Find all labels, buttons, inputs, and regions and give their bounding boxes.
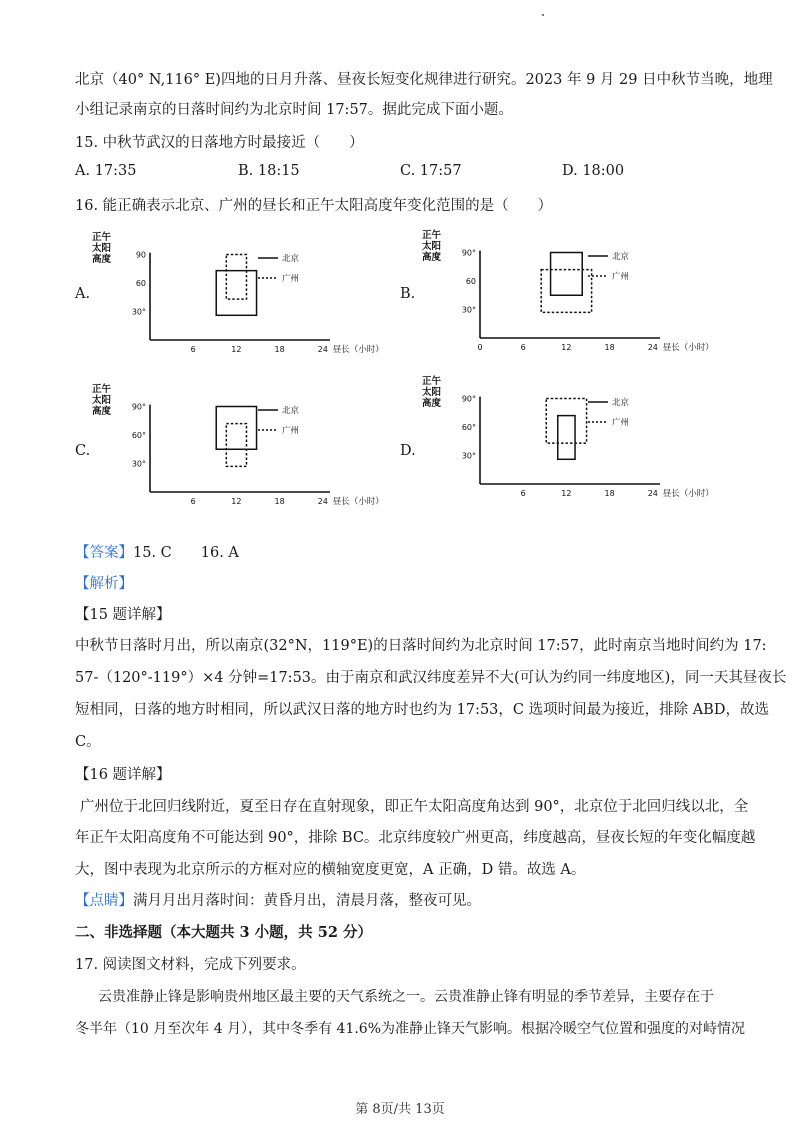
legend-label: 广州 bbox=[282, 426, 300, 436]
y-axis-label-line: 高度 bbox=[92, 254, 112, 265]
y-axis-label-line: 高度 bbox=[422, 398, 442, 409]
y-axis-label-line: 太阳 bbox=[422, 387, 442, 398]
x-tick-label: 6 bbox=[190, 345, 196, 354]
intro-line-1: 北京（40° N,116° E)四地的日月升落、昼夜长短变化规律进行研究。2023 年 9 月 29 日中秋节当晚，地理 bbox=[75, 72, 773, 88]
chart-option-c bbox=[90, 380, 384, 520]
section-2-heading: 二、非选择题（本大题共 3 小题，共 52 分） bbox=[75, 924, 372, 941]
x-tick-label: 12 bbox=[231, 345, 242, 354]
x-tick-label: 18 bbox=[604, 343, 615, 352]
x-tick-label: 18 bbox=[604, 489, 615, 498]
d16-title: 【16 题详解】 bbox=[75, 767, 171, 783]
q17-para-line-1: 云贵准静止锋是影响贵州地区最主要的天气系统之一。云贵准静止锋有明显的季节差异，主要存在于 bbox=[98, 989, 714, 1005]
x-tick-label: 18 bbox=[274, 345, 285, 354]
x-tick-label: 12 bbox=[561, 489, 572, 498]
chart-option-b bbox=[420, 226, 714, 366]
x-tick-label: 24 bbox=[317, 497, 328, 506]
q17-para-line-2: 冬半年（10 月至次年 4 月），其中冬季有 41.6%为准静止锋天气影响。根据冷暖空气位置和强度的对峙情况 bbox=[75, 1021, 745, 1037]
scan-dot bbox=[542, 14, 544, 16]
y-axis-label-line: 正午 bbox=[92, 384, 112, 395]
x-tick-label: 24 bbox=[317, 345, 328, 354]
guangzhou-range-box bbox=[226, 255, 246, 300]
guangzhou-range-box bbox=[226, 424, 246, 467]
y-tick-label: 60 bbox=[135, 279, 146, 288]
x-tick-label: 12 bbox=[561, 343, 572, 352]
x-tick-label: 24 bbox=[647, 343, 658, 352]
q15-option-c[interactable]: C. 17:57 bbox=[400, 163, 462, 179]
y-axis-label-line: 高度 bbox=[422, 252, 442, 263]
y-axis-label-line: 太阳 bbox=[92, 243, 112, 254]
y-tick-label: 60° bbox=[461, 423, 476, 432]
q16-option-b-letter[interactable]: B. bbox=[400, 286, 416, 302]
y-axis-label-line: 正午 bbox=[422, 376, 442, 387]
tip-text: 满月月出月落时间：黄昏月出，清晨月落，整夜可见。 bbox=[133, 893, 481, 909]
guangzhou-range-box bbox=[546, 399, 586, 444]
d15-line-3: 短相同，日落的地方时相同，所以武汉日落的地方时也约为 17:53，C 选项时间最为接近，排除 ABD，故选 bbox=[75, 702, 769, 718]
x-axis-label: 昼长（小时） bbox=[662, 343, 714, 353]
answer-tag: 【答案】 bbox=[75, 545, 133, 561]
d15-line-4: C。 bbox=[75, 734, 101, 750]
y-axis-label-line: 太阳 bbox=[92, 395, 112, 406]
y-tick-label: 30° bbox=[461, 451, 476, 461]
d15-line-1: 中秋节日落时月出，所以南京(32°N，119°E)的日落时间约为北京时间 17:57，此时南京当地时间约为 17: bbox=[75, 638, 767, 654]
x-tick-label: 12 bbox=[231, 497, 242, 506]
y-tick-label: 90° bbox=[461, 248, 476, 258]
tip-line bbox=[75, 889, 481, 910]
answer-line bbox=[75, 541, 239, 562]
q15-stem: 15. 中秋节武汉的日落地方时最接近（ ） bbox=[75, 135, 364, 151]
y-tick-label: 90 bbox=[135, 250, 146, 260]
d16-line-2: 年正午太阳高度角不可能达到 90°，排除 BC。北京纬度较广州更高，纬度越高，昼夜长短的年变化幅度越 bbox=[75, 830, 756, 846]
d16-line-1: 广州位于北回归线附近，夏至日存在直射现象，即正午太阳高度角达到 90°，北京位于北回归线以北，全 bbox=[80, 799, 749, 815]
chart-svg bbox=[420, 372, 714, 512]
beijing-range-box bbox=[216, 271, 256, 316]
y-tick-label: 90° bbox=[461, 394, 476, 404]
q15-option-d[interactable]: D. 18:00 bbox=[562, 163, 625, 179]
q16-option-c-letter[interactable]: C. bbox=[75, 443, 91, 459]
legend-label: 北京 bbox=[282, 406, 300, 416]
q15-option-a[interactable]: A. 17:35 bbox=[75, 163, 137, 179]
page-footer: 第 8页/共 13页 bbox=[355, 1102, 445, 1117]
y-axis-label-line: 高度 bbox=[92, 406, 112, 417]
beijing-range-box bbox=[558, 416, 575, 460]
legend-label: 广州 bbox=[282, 274, 300, 284]
x-tick-label: 6 bbox=[520, 343, 526, 352]
x-axis-label: 昼长（小时） bbox=[332, 345, 384, 355]
y-tick-label: 30° bbox=[131, 459, 146, 469]
y-axis-label-line: 太阳 bbox=[422, 241, 442, 252]
legend-label: 广州 bbox=[612, 272, 630, 282]
chart-svg bbox=[420, 226, 714, 366]
d15-line-2: 57-（120°-119°）×4 分钟=17:53。由于南京和武汉纬度差异不大(可认为约同一纬度地区)，同一天其昼夜长 bbox=[75, 670, 787, 686]
q17-stem: 17. 阅读图文材料，完成下列要求。 bbox=[75, 957, 306, 973]
chart-option-d bbox=[420, 372, 714, 512]
d16-line-3: 大，图中表现为北京所示的方框对应的横轴宽度更宽，A 正确，D 错。故选 A。 bbox=[75, 862, 586, 878]
guangzhou-range-box bbox=[541, 270, 591, 313]
q16-option-a-letter[interactable]: A. bbox=[75, 286, 91, 302]
intro-line-2: 小组记录南京的日落时间约为北京时间 17:57。据此完成下面小题。 bbox=[75, 102, 513, 118]
legend-label: 广州 bbox=[612, 418, 630, 428]
tip-tag: 【点睛】 bbox=[75, 893, 133, 909]
y-tick-label: 90° bbox=[131, 402, 146, 412]
x-tick-label: 6 bbox=[190, 497, 196, 506]
d15-title: 【15 题详解】 bbox=[75, 607, 171, 623]
legend-label: 北京 bbox=[612, 252, 630, 262]
q16-option-d-letter[interactable]: D. bbox=[400, 443, 416, 459]
x-tick-label: 18 bbox=[274, 497, 285, 506]
y-tick-label: 60 bbox=[465, 277, 476, 286]
x-tick-label: 0 bbox=[477, 343, 483, 352]
q15-option-b[interactable]: B. 18:15 bbox=[238, 163, 300, 179]
y-tick-label: 30° bbox=[461, 305, 476, 315]
x-tick-label: 24 bbox=[647, 489, 658, 498]
y-tick-label: 60° bbox=[131, 431, 146, 440]
x-tick-label: 6 bbox=[520, 489, 526, 498]
y-tick-label: 30° bbox=[131, 307, 146, 317]
q16-stem: 16. 能正确表示北京、广州的昼长和正午太阳高度年变化范围的是（ ） bbox=[75, 198, 553, 214]
beijing-range-box bbox=[216, 407, 256, 450]
y-axis-label-line: 正午 bbox=[422, 230, 442, 241]
analysis-tag: 【解析】 bbox=[75, 576, 133, 592]
y-axis-label-line: 正午 bbox=[92, 232, 112, 243]
beijing-range-box bbox=[551, 253, 583, 296]
answer-text: 15. C 16. A bbox=[133, 545, 239, 561]
chart-svg bbox=[90, 228, 384, 368]
x-axis-label: 昼长（小时） bbox=[332, 497, 384, 507]
chart-option-a bbox=[90, 228, 384, 368]
chart-svg bbox=[90, 380, 384, 520]
legend-label: 北京 bbox=[612, 398, 630, 408]
x-axis-label: 昼长（小时） bbox=[662, 489, 714, 499]
legend-label: 北京 bbox=[282, 254, 300, 264]
